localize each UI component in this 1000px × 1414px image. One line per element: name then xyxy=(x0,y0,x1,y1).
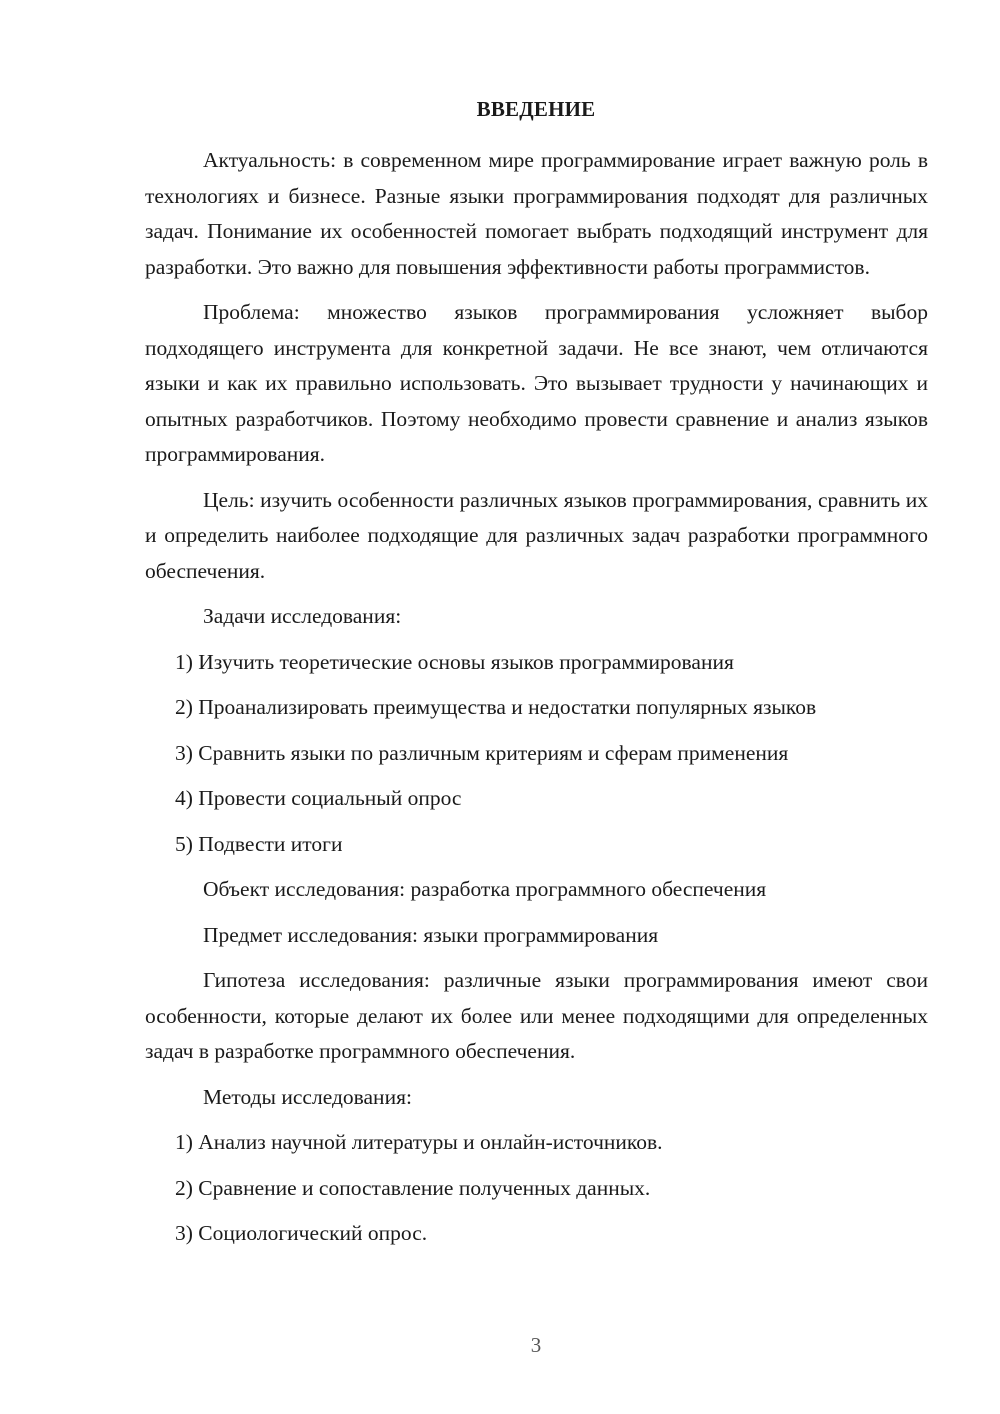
task-item: 1) Изучить теоретические основы языков программирования xyxy=(175,649,734,674)
task-item: 3) Сравнить языки по различным критериям и сферам применения xyxy=(175,740,789,765)
task-item: 5) Подвести итоги xyxy=(175,831,343,856)
tasks-heading: Задачи исследования: xyxy=(203,604,402,628)
problem-paragraph: Проблема: множество языков программирования усложняет выбор подходящего инструмента для конкретной задачи. Не все знают, чем отличаются языки и как их правильно использовать. Это вызывает трудности у начинающих и опытных разработчиков. Поэтому необходимо провести сравнение и анализ языков программирования. xyxy=(145,300,928,466)
method-item: 2) Сравнение и сопоставление полученных данных. xyxy=(175,1175,651,1200)
task-item: 4) Провести социальный опрос xyxy=(175,786,462,810)
method-item: 3) Социологический опрос. xyxy=(175,1221,428,1245)
object-line: Объект исследования: разработка программного обеспечения xyxy=(203,877,767,901)
subject-line: Предмет исследования: языки программирования xyxy=(203,922,659,947)
method-item: 1) Анализ научной литературы и онлайн-источников. xyxy=(175,1130,663,1154)
relevance-paragraph: Актуальность: в современном мире программирование играет важную роль в технологиях и бизнесе. Разные языки программирования подходят для различных задач. Понимание их особенностей помогает выбрать подходящий инструмент для разработки. Это важно для повышения эффективности работы программистов. xyxy=(145,148,928,279)
page-title: ВВЕДЕНИЕ xyxy=(476,97,596,121)
goal-paragraph: Цель: изучить особенности различных языков программирования, сравнить их и определить наиболее подходящие для различных задач разработки программного обеспечения. xyxy=(145,487,928,583)
document-body xyxy=(145,143,928,1262)
methods-heading: Методы исследования: xyxy=(203,1084,412,1109)
hypothesis-paragraph: Гипотеза исследования: различные языки программирования имеют свои особенности, которые делают их более или менее подходящими для определенных задач в разработке программного обеспечения. xyxy=(145,968,928,1063)
task-item: 2) Проанализировать преимущества и недостатки популярных языков xyxy=(175,695,817,719)
page-number: 3 xyxy=(530,1333,542,1357)
